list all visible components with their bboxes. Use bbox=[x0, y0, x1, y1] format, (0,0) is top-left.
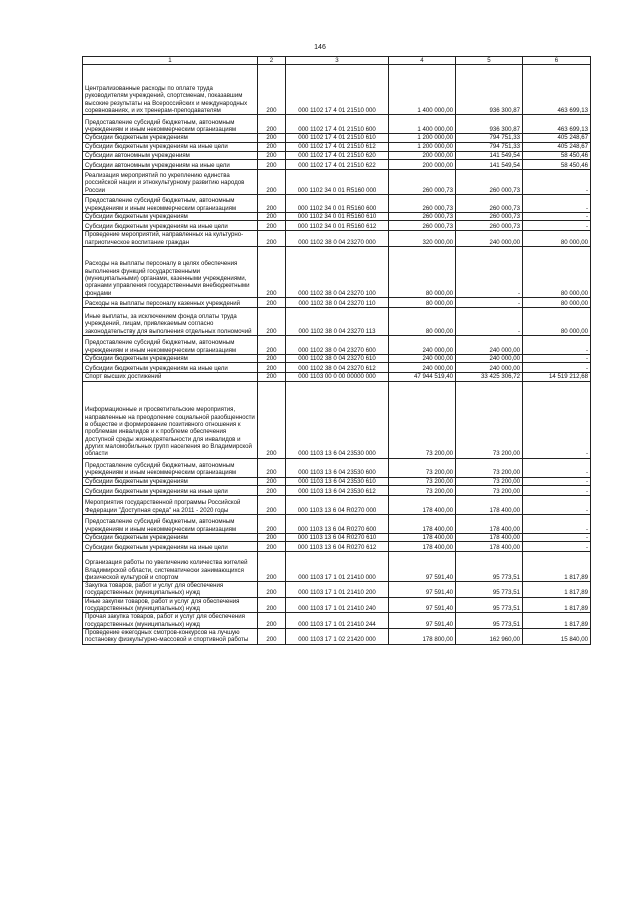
table-row bbox=[83, 134, 591, 142]
row-executed: 95 773,51 bbox=[456, 582, 523, 598]
row-name: Субсидии бюджетным учреждениям bbox=[83, 533, 258, 541]
table-row bbox=[83, 194, 591, 212]
row-approved: 200 000,00 bbox=[389, 151, 456, 159]
row-executed: 260 000,73 bbox=[456, 169, 523, 194]
row-unexecuted: 1 817,89 bbox=[523, 597, 591, 613]
row-unexecuted: 1 817,89 bbox=[523, 552, 591, 582]
row-approved: 47 944 519,40 bbox=[389, 373, 456, 381]
row-classifier: 000 1103 13 6 04 R0270 610 bbox=[286, 533, 389, 541]
row-name: Реализация мероприятий по укреплению единства российской нации и этнокультурному развитию народов России bbox=[83, 169, 258, 194]
row-name: Спорт высших достижений bbox=[83, 373, 258, 381]
table-row bbox=[83, 582, 591, 598]
row-executed: - bbox=[456, 297, 523, 307]
row-code: 200 bbox=[258, 514, 286, 533]
table-row bbox=[83, 307, 591, 335]
row-executed: 141 549,54 bbox=[456, 159, 523, 169]
table-row bbox=[83, 552, 591, 582]
row-unexecuted: 463 699,13 bbox=[523, 65, 591, 115]
table-row bbox=[83, 151, 591, 159]
row-executed: 240 000,00 bbox=[456, 231, 523, 247]
row-code: 200 bbox=[258, 221, 286, 231]
row-code: 200 bbox=[258, 134, 286, 142]
row-name: Субсидии бюджетным учреждениям bbox=[83, 477, 258, 485]
row-approved: 97 591,40 bbox=[389, 582, 456, 598]
row-approved: 1 200 000,00 bbox=[389, 142, 456, 151]
table-body bbox=[83, 65, 591, 644]
row-unexecuted: 58 450,46 bbox=[523, 159, 591, 169]
table-row bbox=[83, 458, 591, 477]
row-name: Субсидии бюджетным учреждениям на иные цели bbox=[83, 221, 258, 231]
row-executed: 95 773,51 bbox=[456, 552, 523, 582]
row-executed: 936 300,87 bbox=[456, 65, 523, 115]
row-unexecuted: - bbox=[523, 485, 591, 495]
row-name: Субсидии автономным учреждениям на иные цели bbox=[83, 159, 258, 169]
table-row bbox=[83, 381, 591, 458]
row-executed: 162 960,00 bbox=[456, 629, 523, 645]
row-classifier: 000 1102 38 0 04 23270 113 bbox=[286, 307, 389, 335]
row-classifier: 000 1103 13 6 04 23530 610 bbox=[286, 477, 389, 485]
table-row bbox=[83, 363, 591, 373]
row-name: Предоставление субсидий бюджетным, автономным учреждениям и иным некоммерческим организациям bbox=[83, 514, 258, 533]
row-classifier: 000 1102 38 0 04 23270 610 bbox=[286, 354, 389, 362]
row-unexecuted: 1 817,89 bbox=[523, 613, 591, 629]
row-classifier: 000 1103 13 6 04 R0270 612 bbox=[286, 542, 389, 552]
row-unexecuted: - bbox=[523, 458, 591, 477]
row-unexecuted: 80 000,00 bbox=[523, 231, 591, 247]
table-row bbox=[83, 169, 591, 194]
row-name: Предоставление субсидий бюджетным, автономным учреждениям и иным некоммерческим организациям bbox=[83, 115, 258, 134]
table-row bbox=[83, 495, 591, 514]
row-approved: 240 000,00 bbox=[389, 363, 456, 373]
row-code: 200 bbox=[258, 495, 286, 514]
row-name: Предоставление субсидий бюджетным, автономным учреждениям и иным некоммерческим организациям bbox=[83, 458, 258, 477]
row-approved: 260 000,73 bbox=[389, 212, 456, 220]
row-classifier: 000 1102 38 0 04 23270 100 bbox=[286, 246, 389, 297]
table-row bbox=[83, 231, 591, 247]
row-approved: 73 200,00 bbox=[389, 458, 456, 477]
table-row bbox=[83, 597, 591, 613]
row-approved: 73 200,00 bbox=[389, 381, 456, 458]
row-executed: 141 549,54 bbox=[456, 151, 523, 159]
row-code: 200 bbox=[258, 159, 286, 169]
row-unexecuted: - bbox=[523, 354, 591, 362]
row-code: 200 bbox=[258, 212, 286, 220]
table-row bbox=[83, 335, 591, 354]
row-executed: 178 400,00 bbox=[456, 542, 523, 552]
table-row bbox=[83, 142, 591, 151]
row-classifier: 000 1103 13 6 04 23530 612 bbox=[286, 485, 389, 495]
row-approved: 80 000,00 bbox=[389, 297, 456, 307]
column-header: 5 bbox=[456, 57, 523, 65]
row-name: Расходы на выплаты персоналу казенных учреждений bbox=[83, 297, 258, 307]
row-unexecuted: - bbox=[523, 477, 591, 485]
row-unexecuted: 80 000,00 bbox=[523, 246, 591, 297]
row-executed: 95 773,51 bbox=[456, 597, 523, 613]
row-code: 200 bbox=[258, 142, 286, 151]
row-code: 200 bbox=[258, 485, 286, 495]
row-name: Иные закупки товаров, работ и услуг для обеспечения государственных (муниципальных) нужд bbox=[83, 597, 258, 613]
row-classifier: 000 1102 34 0 01 R5160 610 bbox=[286, 212, 389, 220]
row-classifier: 000 1102 34 0 01 R5160 000 bbox=[286, 169, 389, 194]
row-executed: 33 425 306,72 bbox=[456, 373, 523, 381]
row-classifier: 000 1102 38 0 04 23270 110 bbox=[286, 297, 389, 307]
row-unexecuted: - bbox=[523, 381, 591, 458]
row-name: Проведение мероприятий, направленных на культурно-патриотическое воспитание граждан bbox=[83, 231, 258, 247]
row-code: 200 bbox=[258, 597, 286, 613]
row-classifier: 000 1103 17 1 01 21410 000 bbox=[286, 552, 389, 582]
row-classifier: 000 1103 17 1 01 21410 240 bbox=[286, 597, 389, 613]
row-executed: 260 000,73 bbox=[456, 212, 523, 220]
table-row bbox=[83, 221, 591, 231]
row-code: 200 bbox=[258, 373, 286, 381]
row-classifier: 000 1102 17 4 01 21510 622 bbox=[286, 159, 389, 169]
row-classifier: 000 1103 00 0 00 00000 000 bbox=[286, 373, 389, 381]
row-code: 200 bbox=[258, 231, 286, 247]
row-code: 200 bbox=[258, 297, 286, 307]
table-row bbox=[83, 115, 591, 134]
row-name: Субсидии бюджетным учреждениям bbox=[83, 354, 258, 362]
table-row bbox=[83, 297, 591, 307]
row-code: 200 bbox=[258, 629, 286, 645]
row-approved: 260 000,73 bbox=[389, 221, 456, 231]
row-code: 200 bbox=[258, 194, 286, 212]
table-row bbox=[83, 354, 591, 362]
row-name: Закупка товаров, работ и услуг для обеспечения государственных (муниципальных) нужд bbox=[83, 582, 258, 598]
row-name: Субсидии бюджетным учреждениям bbox=[83, 212, 258, 220]
row-classifier: 000 1102 38 0 04 23270 612 bbox=[286, 363, 389, 373]
row-unexecuted: 58 450,46 bbox=[523, 151, 591, 159]
row-unexecuted: 80 000,00 bbox=[523, 307, 591, 335]
row-code: 200 bbox=[258, 115, 286, 134]
row-unexecuted: 405 248,67 bbox=[523, 134, 591, 142]
row-unexecuted: 15 840,00 bbox=[523, 629, 591, 645]
table-row bbox=[83, 477, 591, 485]
table-row bbox=[83, 613, 591, 629]
row-classifier: 000 1103 13 6 04 23530 600 bbox=[286, 458, 389, 477]
row-executed: 73 200,00 bbox=[456, 381, 523, 458]
row-code: 200 bbox=[258, 363, 286, 373]
row-code: 200 bbox=[258, 151, 286, 159]
row-code: 200 bbox=[258, 542, 286, 552]
row-name: Субсидии автономным учреждениям bbox=[83, 151, 258, 159]
row-executed: 73 200,00 bbox=[456, 485, 523, 495]
table-row bbox=[83, 246, 591, 297]
row-approved: 200 000,00 bbox=[389, 159, 456, 169]
row-classifier: 000 1102 17 4 01 21510 600 bbox=[286, 115, 389, 134]
row-executed: 178 400,00 bbox=[456, 514, 523, 533]
table-row bbox=[83, 65, 591, 115]
row-executed: 240 000,00 bbox=[456, 335, 523, 354]
row-classifier: 000 1102 34 0 01 R5160 600 bbox=[286, 194, 389, 212]
column-header: 4 bbox=[389, 57, 456, 65]
table-row bbox=[83, 542, 591, 552]
row-name: Субсидии бюджетным учреждениям на иные цели bbox=[83, 485, 258, 495]
row-name: Субсидии бюджетным учреждениям на иные цели bbox=[83, 542, 258, 552]
row-approved: 240 000,00 bbox=[389, 335, 456, 354]
row-code: 200 bbox=[258, 458, 286, 477]
row-code: 200 bbox=[258, 533, 286, 541]
row-executed: 240 000,00 bbox=[456, 363, 523, 373]
row-name: Иные выплаты, за исключением фонда оплаты труда учреждений, лицам, привлекаемым согласно законодательству для выполнения отдельных полномочий bbox=[83, 307, 258, 335]
row-approved: 178 800,00 bbox=[389, 629, 456, 645]
row-executed: 240 000,00 bbox=[456, 354, 523, 362]
row-executed: 936 300,87 bbox=[456, 115, 523, 134]
row-approved: 240 000,00 bbox=[389, 354, 456, 362]
row-executed: 178 400,00 bbox=[456, 533, 523, 541]
row-unexecuted: - bbox=[523, 363, 591, 373]
row-classifier: 000 1103 13 6 04 23530 000 bbox=[286, 381, 389, 458]
row-approved: 178 400,00 bbox=[389, 542, 456, 552]
row-classifier: 000 1103 17 1 01 21410 244 bbox=[286, 613, 389, 629]
table-row bbox=[83, 533, 591, 541]
row-name: Прочая закупка товаров, работ и услуг для обеспечения государственных (муниципальных) нужд bbox=[83, 613, 258, 629]
row-code: 200 bbox=[258, 246, 286, 297]
row-code: 200 bbox=[258, 65, 286, 115]
row-approved: 97 591,40 bbox=[389, 552, 456, 582]
table-row bbox=[83, 629, 591, 645]
table-row bbox=[83, 514, 591, 533]
row-executed: 794 751,33 bbox=[456, 134, 523, 142]
row-classifier: 000 1103 17 1 01 21410 200 bbox=[286, 582, 389, 598]
row-unexecuted: - bbox=[523, 335, 591, 354]
row-name: Субсидии бюджетным учреждениям на иные цели bbox=[83, 363, 258, 373]
column-header: 1 bbox=[83, 57, 258, 65]
row-classifier: 000 1103 13 6 04 R0270 600 bbox=[286, 514, 389, 533]
column-header: 6 bbox=[523, 57, 591, 65]
row-approved: 1 400 000,00 bbox=[389, 65, 456, 115]
row-approved: 80 000,00 bbox=[389, 246, 456, 297]
column-header: 2 bbox=[258, 57, 286, 65]
row-unexecuted: - bbox=[523, 194, 591, 212]
row-approved: 320 000,00 bbox=[389, 231, 456, 247]
row-code: 200 bbox=[258, 477, 286, 485]
row-approved: 178 400,00 bbox=[389, 533, 456, 541]
column-number-row bbox=[83, 57, 591, 65]
row-approved: 73 200,00 bbox=[389, 477, 456, 485]
row-approved: 260 000,73 bbox=[389, 194, 456, 212]
row-approved: 1 200 000,00 bbox=[389, 134, 456, 142]
row-executed: - bbox=[456, 307, 523, 335]
row-unexecuted: 14 519 212,68 bbox=[523, 373, 591, 381]
row-approved: 178 400,00 bbox=[389, 495, 456, 514]
row-unexecuted: 405 248,67 bbox=[523, 142, 591, 151]
row-classifier: 000 1102 17 4 01 21510 612 bbox=[286, 142, 389, 151]
row-code: 200 bbox=[258, 335, 286, 354]
row-name: Проведение ежегодных смотров-конкурсов на лучшую постановку физкультурно-массовой и спортивной работы bbox=[83, 629, 258, 645]
row-executed: 73 200,00 bbox=[456, 458, 523, 477]
row-executed: 260 000,73 bbox=[456, 221, 523, 231]
row-unexecuted: - bbox=[523, 533, 591, 541]
row-code: 200 bbox=[258, 381, 286, 458]
row-unexecuted: - bbox=[523, 169, 591, 194]
budget-table bbox=[82, 56, 591, 645]
row-unexecuted: - bbox=[523, 495, 591, 514]
page-number: 146 bbox=[314, 44, 326, 51]
row-classifier: 000 1102 38 0 04 23270 000 bbox=[286, 231, 389, 247]
row-unexecuted: 80 000,00 bbox=[523, 297, 591, 307]
row-unexecuted: 463 699,13 bbox=[523, 115, 591, 134]
table-row bbox=[83, 159, 591, 169]
row-classifier: 000 1102 17 4 01 21510 000 bbox=[286, 65, 389, 115]
row-executed: 73 200,00 bbox=[456, 477, 523, 485]
row-approved: 97 591,40 bbox=[389, 613, 456, 629]
row-name: Информационные и просветительские мероприятия, направленные на преодоление социальной разобщенности в обществе и формирование позитивного отношения к проблемам инвалидов и к проблеме обеспечения доступной среды жизнедеятельности для инвалидов и других маломобильных групп населения во Владимирской области bbox=[83, 381, 258, 458]
row-approved: 73 200,00 bbox=[389, 485, 456, 495]
row-executed: 260 000,73 bbox=[456, 194, 523, 212]
row-code: 200 bbox=[258, 552, 286, 582]
row-unexecuted: 1 817,89 bbox=[523, 582, 591, 598]
row-name: Субсидии бюджетным учреждениям на иные цели bbox=[83, 142, 258, 151]
row-unexecuted: - bbox=[523, 542, 591, 552]
table-row bbox=[83, 485, 591, 495]
row-name: Организация работы по увеличению количества жителей Владимирской области, систематически занимающихся физической культурой и спортом bbox=[83, 552, 258, 582]
row-unexecuted: - bbox=[523, 212, 591, 220]
row-name: Предоставление субсидий бюджетным, автономным учреждениям и иным некоммерческим организациям bbox=[83, 335, 258, 354]
row-approved: 178 400,00 bbox=[389, 514, 456, 533]
row-classifier: 000 1102 34 0 01 R5160 612 bbox=[286, 221, 389, 231]
row-executed: 178 400,00 bbox=[456, 495, 523, 514]
column-header: 3 bbox=[286, 57, 389, 65]
row-classifier: 000 1102 38 0 04 23270 600 bbox=[286, 335, 389, 354]
row-approved: 1 400 000,00 bbox=[389, 115, 456, 134]
table-row bbox=[83, 373, 591, 381]
row-classifier: 000 1102 17 4 01 21510 610 bbox=[286, 134, 389, 142]
row-classifier: 000 1102 17 4 01 21510 620 bbox=[286, 151, 389, 159]
row-classifier: 000 1103 13 6 04 R0270 000 bbox=[286, 495, 389, 514]
row-name: Субсидии бюджетным учреждениям bbox=[83, 134, 258, 142]
row-classifier: 000 1103 17 1 02 21420 000 bbox=[286, 629, 389, 645]
row-approved: 97 591,40 bbox=[389, 597, 456, 613]
row-approved: 260 000,73 bbox=[389, 169, 456, 194]
row-name: Централизованные расходы по оплате труда руководителям учреждений, спортсменам, показавшим высокие результаты на Всероссийских и международных соревнованиях, и их тренерам-преподавателям bbox=[83, 65, 258, 115]
row-executed: 95 773,51 bbox=[456, 613, 523, 629]
row-name: Мероприятия государственной программы Российской Федерации "Доступная среда" на 2011 - 2020 годы bbox=[83, 495, 258, 514]
row-unexecuted: - bbox=[523, 514, 591, 533]
row-code: 200 bbox=[258, 169, 286, 194]
row-name: Предоставление субсидий бюджетным, автономным учреждениям и иным некоммерческим организациям bbox=[83, 194, 258, 212]
row-executed: 794 751,33 bbox=[456, 142, 523, 151]
row-code: 200 bbox=[258, 613, 286, 629]
row-name: Расходы на выплаты персоналу в целях обеспечения выполнения функций государственными (муниципальными) органами, казенными учреждениями, органами управления государственными внебюджетными фондами bbox=[83, 246, 258, 297]
row-approved: 80 000,00 bbox=[389, 307, 456, 335]
row-code: 200 bbox=[258, 354, 286, 362]
row-executed: - bbox=[456, 246, 523, 297]
row-code: 200 bbox=[258, 307, 286, 335]
row-unexecuted: - bbox=[523, 221, 591, 231]
row-code: 200 bbox=[258, 582, 286, 598]
table-row bbox=[83, 212, 591, 220]
